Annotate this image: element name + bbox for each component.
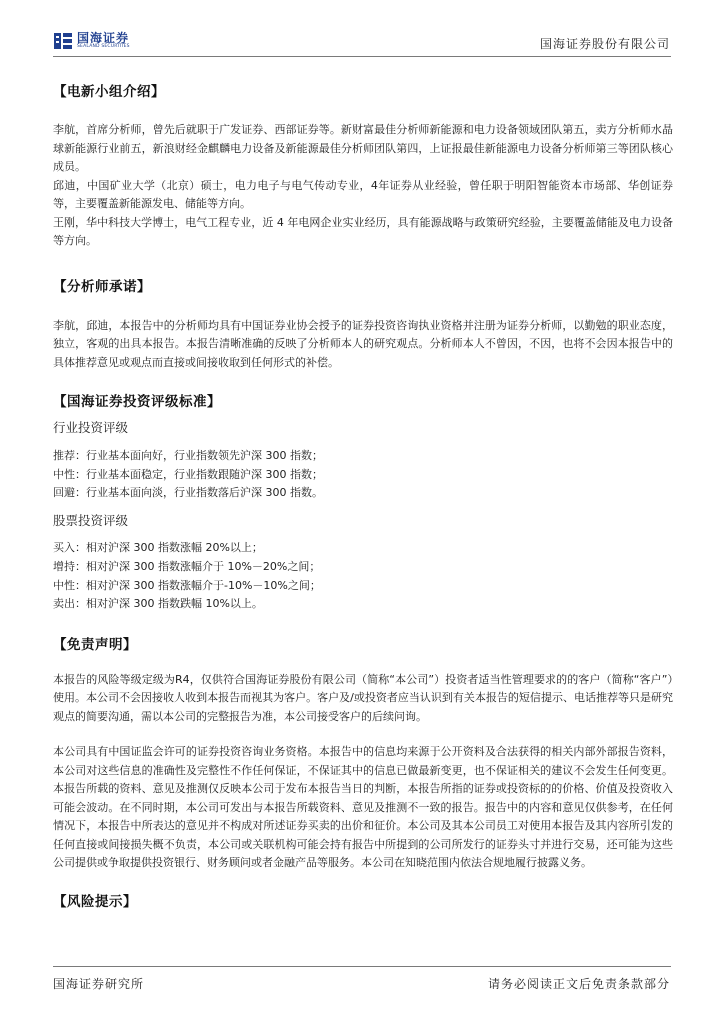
page-header xyxy=(0,0,724,58)
team-section-title: 【电新小组介绍】 xyxy=(53,84,165,100)
risk-section-title: 【风险提示】 xyxy=(53,893,137,910)
footer-divider xyxy=(53,966,671,967)
industry-rating-recommend: 推荐：行业基本面向好，行业指数领先沪深 300 指数； xyxy=(53,449,323,462)
disclaimer-paragraph-2: 本公司具有中国证监会许可的证券投资咨询业务资格。本报告中的信息均来源于公开资料及合法获得的相关内部外部报告资料，本公司对这些信息的准确性及完整性不作任何保证，不保证其中的信息已做最新变更，也不保证相关的建议不会发生任何变更。本报告所载的资料、意见及推测仅反映本公司于发布本报告当日的判断，本报告所指的证券或投资标的的价格、价值及投资收入可能会波动。在不同时期，本公司可发出与本报告所载资料、意见及推测不一致的报告。报告中的内容和意见仅供参考，在任何情况下，本报告中所表达的意见并不构成对所述证券买卖的出价和征价。本公司及其本公司员工对使用本报告及其内容所引发的任何直接或间接损失概不负责，本公司或关联机构可能会持有报告中所提到的公司所发行的证券头寸并进行交易，还可能为这些公司提供或争取提供投资银行、财务顾问或者金融产品等服务。本公司在知晓范围内依法合规地履行披露义务。 xyxy=(53,745,673,870)
rating-section xyxy=(53,390,673,614)
team-member-qiudi: 邱迪，中国矿业大学（北京）硕士，电力电子与电气传动专业，4年证券从业经验，曾任职于明阳智能资本市场部、华创证券等，主要覆盖新能源发电、储能等方向。 xyxy=(53,178,673,210)
rating-section-title: 【国海证券投资评级标准】 xyxy=(53,394,221,410)
commitment-section xyxy=(53,275,673,373)
logo-chinese-text: 国海证券 xyxy=(77,31,130,46)
disclaimer-section-title: 【免责声明】 xyxy=(53,636,137,653)
page-body xyxy=(53,80,673,914)
sealand-logo-icon xyxy=(53,31,73,51)
team-member-lihang: 李航，首席分析师，曾先后就职于广发证券、西部证券等。新财富最佳分析师新能源和电力设备领域团队第五，卖方分析师水晶球新能源行业前五，新浪财经金麒麟电力设备及新能源最佳分析师团队第四，上证报最佳新能源电力设备分析师第三等团队核心成员。 xyxy=(53,123,673,173)
stock-rating-overweight: 增持：相对沪深 300 指数涨幅介于 10%－20%之间； xyxy=(53,559,321,573)
header-company-name: 国海证券股份有限公司 xyxy=(539,37,670,51)
team-member-wanggang: 王刚，华中科技大学博士，电气工程专业，近 4 年电网企业实业经历，具有能源战略与政策研究经验，主要覆盖储能及电力设备等方向。 xyxy=(53,215,673,247)
stock-rating-neutral: 中性：相对沪深 300 指数涨幅介于-10%－10%之间； xyxy=(53,578,321,592)
industry-rating-avoid: 回避：行业基本面向淡，行业指数落后沪深 300 指数。 xyxy=(53,486,323,500)
commitment-section-title: 【分析师承诺】 xyxy=(53,278,151,295)
disclaimer-paragraph-1: 本报告的风险等级定级为R4，仅供符合国海证券股份有限公司（简称“本公司”）投资者适当性管理要求的的客户（简称“客户”）使用。本公司不会因接收人收到本报告而视其为客户。客户及/或投资者应当认识到有关本报告的短信提示、电话推荐等只是研究观点的简要沟通，需以本公司的完整报告为准，本公司接受客户的后续问询。 xyxy=(53,672,673,723)
risk-section xyxy=(53,890,673,914)
team-section xyxy=(53,80,673,251)
company-logo xyxy=(53,30,130,52)
footer-institute: 国海证券研究所 xyxy=(53,977,145,991)
disclaimer-section xyxy=(53,633,673,873)
footer-notice: 请务必阅读正文后免责条款部分 xyxy=(487,977,670,991)
commitment-text: 李航，邱迪，本报告中的分析师均具有中国证券业协会授予的证券投资咨询执业资格并注册为证券分析师，以勤勉的职业态度，独立，客观的出具本报告。本报告清晰准确的反映了分析师本人的研究观点。分析师本人不曾因，不因，也将不会因本报告中的具体推荐意见或观点而直接或间接收取到任何形式的补偿。 xyxy=(53,318,673,369)
stock-rating-heading: 股票投资评级 xyxy=(53,513,129,529)
logo-english-text: SEALAND SECURITIES xyxy=(77,44,130,50)
industry-rating-neutral: 中性：行业基本面稳定，行业指数跟随沪深 300 指数； xyxy=(53,467,323,481)
header-divider xyxy=(53,56,671,57)
stock-rating-buy: 买入：相对沪深 300 指数涨幅 20%以上； xyxy=(53,541,263,555)
stock-rating-sell: 卖出：相对沪深 300 指数跌幅 10%以上。 xyxy=(53,597,263,611)
industry-rating-heading: 行业投资评级 xyxy=(53,420,129,435)
